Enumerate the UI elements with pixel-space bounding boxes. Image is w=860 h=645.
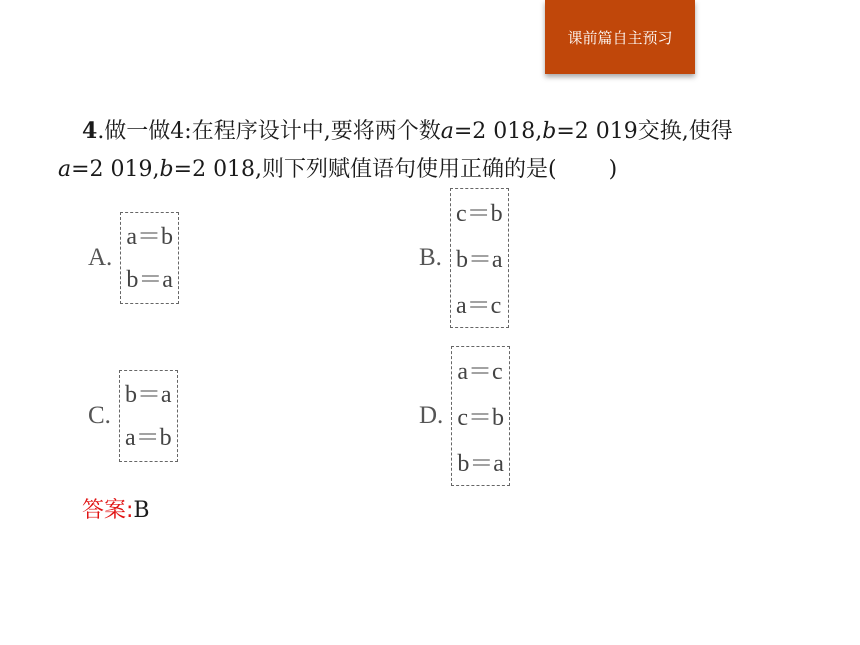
code-line: b＝a (124, 381, 172, 408)
code-line: a＝b (126, 223, 173, 250)
section-tag: 课前篇自主预习 (545, 0, 695, 74)
question-number: 4 (82, 118, 98, 144)
option-label: B. (419, 244, 442, 271)
option-label: A. (88, 244, 113, 271)
code-line: c＝b (457, 405, 504, 431)
question-line-2 (58, 151, 818, 189)
code-line: b＝a (455, 247, 503, 273)
code-line: a＝c (455, 293, 502, 319)
option-d[interactable] (419, 346, 510, 486)
variable-a: a (440, 119, 454, 144)
question-text-part: =2 019, (71, 157, 160, 182)
option-b[interactable] (419, 188, 509, 328)
variable-b: b (159, 157, 174, 182)
variable-b: b (542, 119, 557, 144)
question-text-part: =2 018, (453, 119, 543, 144)
option-label: C. (88, 402, 111, 429)
option-a[interactable] (88, 212, 179, 304)
code-box (119, 370, 178, 462)
question-text-part: =2 018,则下列赋值语句使用正确的是( (173, 157, 557, 182)
code-box (451, 346, 510, 486)
answer-label: 答案: (82, 498, 134, 523)
option-c[interactable] (88, 370, 178, 462)
code-line: a＝c (457, 359, 503, 385)
code-box (120, 212, 179, 304)
code-line: c＝b (455, 201, 503, 227)
code-line: b＝a (126, 266, 173, 293)
question-text-part: ) (608, 157, 618, 182)
question-line-1 (58, 112, 818, 151)
question-text-part: .做一做4:在程序设计中,要将两个数 (97, 119, 441, 144)
question-text-part: =2 019交换,使得 (556, 119, 733, 144)
answer (82, 493, 150, 524)
code-line: b＝a (457, 451, 504, 477)
code-box (450, 188, 509, 328)
code-line: a＝b (124, 424, 172, 451)
answer-value: B (133, 498, 150, 523)
variable-a: a (58, 157, 72, 182)
option-label: D. (419, 402, 444, 429)
question-text (58, 112, 818, 189)
